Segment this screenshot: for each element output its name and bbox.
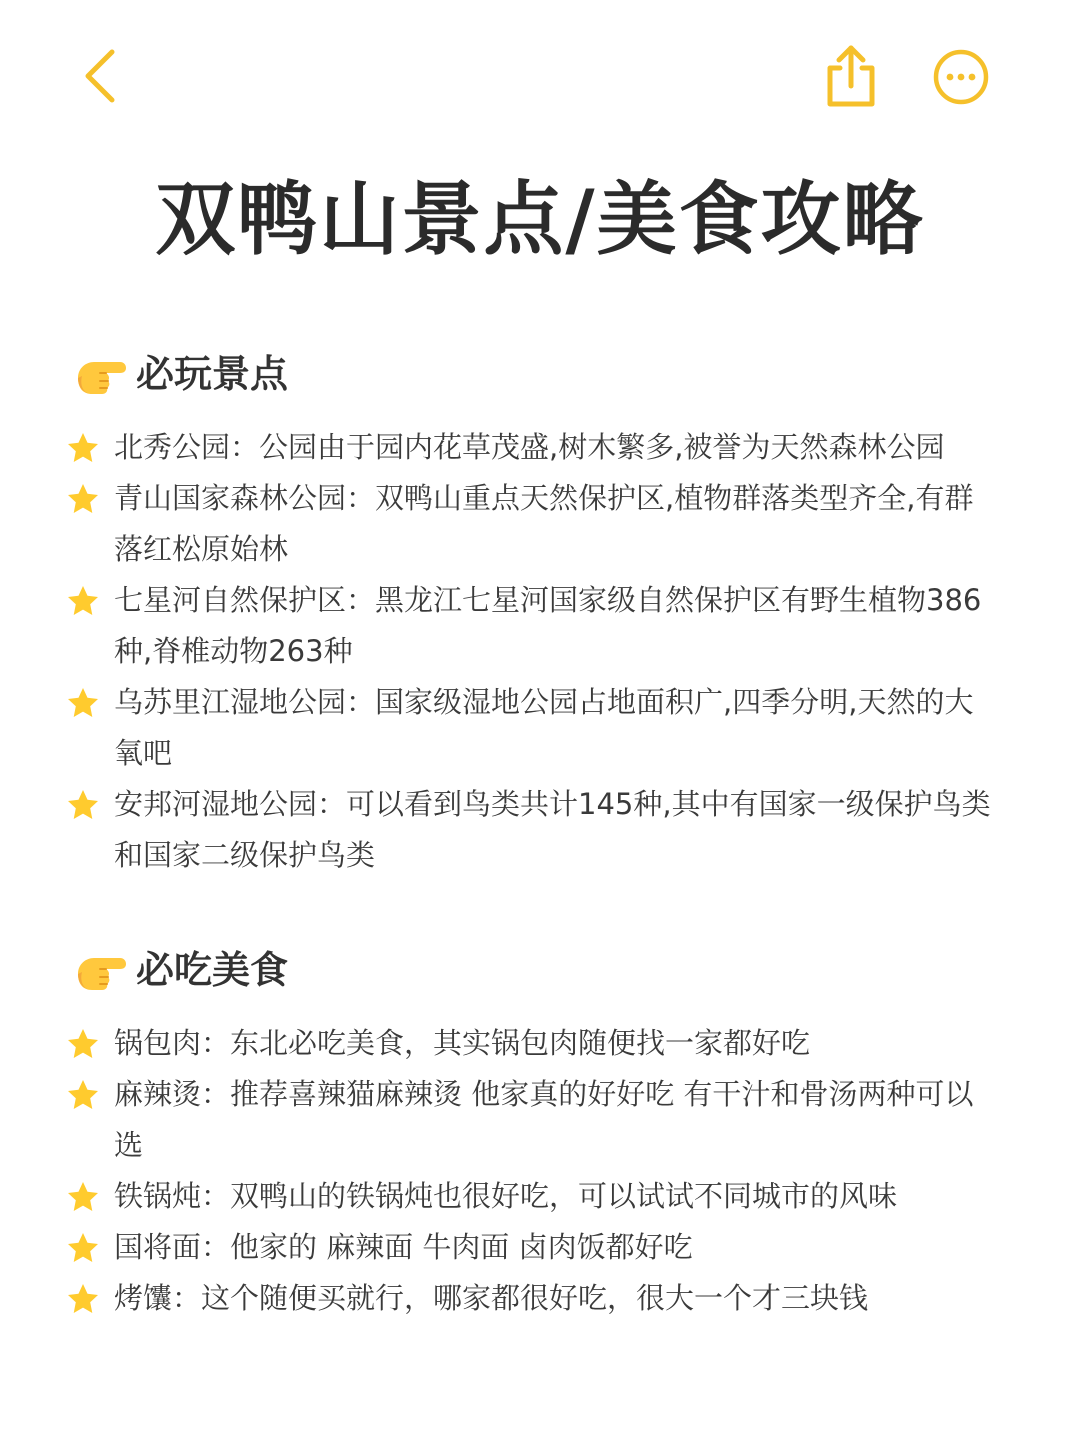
list-item [0, 779, 1080, 881]
top-bar [0, 0, 1080, 150]
share-button[interactable] [818, 40, 884, 112]
item-text: 烤馕：这个随便买就行，哪家都很好吃，很大一个才三块钱 [114, 1281, 869, 1315]
item-text: 北秀公园：公园由于园内花草茂盛,树木繁多,被誉为天然森林公园 [114, 430, 945, 464]
list-item [0, 473, 1080, 575]
page-title: 双鸭山景点/美食攻略 [155, 173, 925, 266]
list-item [0, 1273, 1080, 1324]
list-item [0, 1069, 1080, 1171]
pointing-hand-icon [72, 348, 128, 400]
star-icon [66, 482, 100, 516]
star-icon [66, 584, 100, 618]
section-header [0, 338, 1080, 410]
chevron-left-icon [72, 40, 132, 110]
star-icon [66, 1282, 100, 1316]
section-title: 必吃美食 [136, 948, 289, 992]
item-text: 乌苏里江湿地公园：国家级湿地公园占地面积广,四季分明,天然的大氧吧 [114, 685, 974, 770]
star-icon [66, 1231, 100, 1265]
section-header [0, 934, 1080, 1006]
section-title: 必玩景点 [136, 352, 289, 396]
food-list [0, 1018, 1080, 1324]
more-button[interactable] [928, 46, 994, 112]
list-item [0, 1222, 1080, 1273]
section-must-visit [0, 338, 1080, 872]
pointing-hand-icon [72, 944, 128, 996]
item-text: 安邦河湿地公园：可以看到鸟类共计145种,其中有国家一级保护鸟类和国家二级保护鸟类 [114, 787, 991, 872]
attraction-list [0, 422, 1080, 881]
item-text: 青山国家森林公园：双鸭山重点天然保护区,植物群落类型齐全,有群落红松原始林 [114, 481, 974, 566]
star-icon [66, 431, 100, 465]
item-text: 国将面：他家的 麻辣面 牛肉面 卤肉饭都好吃 [114, 1230, 693, 1264]
list-item [0, 1171, 1080, 1222]
back-button[interactable] [72, 40, 132, 110]
star-icon [66, 686, 100, 720]
item-text: 锅包肉：东北必吃美食，其实锅包肉随便找一家都好吃 [114, 1026, 811, 1060]
more-icon [928, 46, 994, 112]
item-text: 七星河自然保护区：黑龙江七星河国家级自然保护区有野生植物386种,脊椎动物263种 [114, 583, 982, 668]
list-item [0, 677, 1080, 779]
share-icon [818, 40, 884, 112]
list-item [0, 422, 1080, 473]
item-text: 铁锅炖：双鸭山的铁锅炖也很好吃，可以试试不同城市的风味 [114, 1179, 898, 1213]
list-item [0, 575, 1080, 677]
star-icon [66, 788, 100, 822]
star-icon [66, 1027, 100, 1061]
list-item [0, 1018, 1080, 1069]
star-icon [66, 1180, 100, 1214]
section-must-eat [0, 934, 1080, 1315]
item-text: 麻辣烫：推荐喜辣猫麻辣烫 他家真的好好吃 有干汁和骨汤两种可以选 [114, 1077, 974, 1162]
star-icon [66, 1078, 100, 1112]
